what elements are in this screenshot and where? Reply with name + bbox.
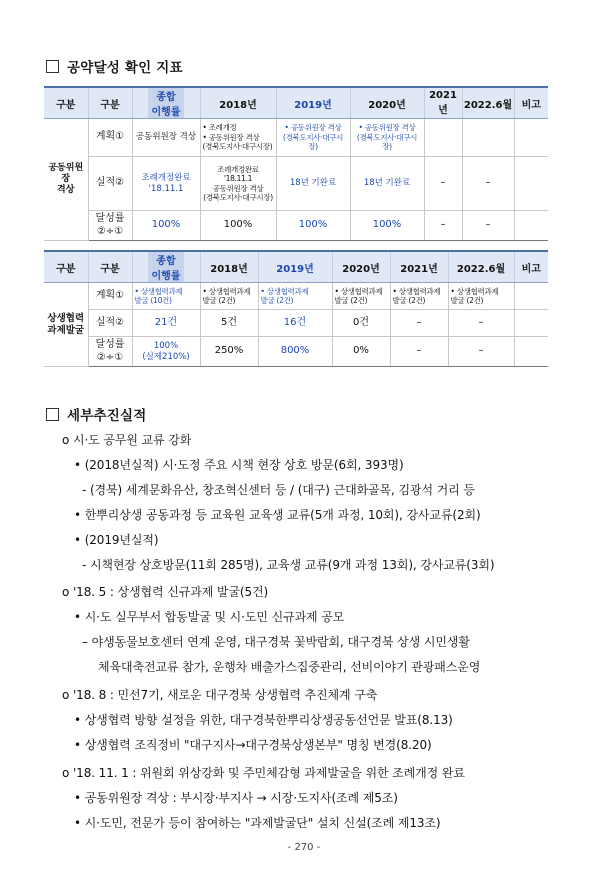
bullet-line: o '18. 11. 1 : 위원회 위상강화 및 주민체감형 과제발굴을 위한 조례개정 완료 [62,766,465,780]
cell-2018: 100% [200,211,276,241]
cell-note [514,283,548,310]
cell-2021: • 상생협력과제 발굴 (2건) [390,283,448,310]
header-cell: 구분 [44,251,88,283]
cell-2020: 100% [350,211,424,241]
cell-2020: 0% [332,337,390,367]
header-cell: 구분 [44,87,88,119]
header-cell [132,87,200,119]
header-cell: 구분 [88,251,132,283]
page-number: - 270 - [287,842,321,853]
bullet-line: • (2018년실적) 시·도정 주요 시책 현장 상호 방문(6회, 393명) [74,458,404,472]
checkbox-square-icon [46,60,59,73]
section-title-kpi [46,56,183,76]
checkbox-square-icon [46,408,59,421]
cell-2019: 18년 기완료 [276,157,350,211]
header-cell: 2018년 [200,251,258,283]
cell-2020: 0건 [332,310,390,337]
rate-cell: 조례개정완료 '18.11.1 [132,157,200,211]
rate-cell: 100% [132,211,200,241]
header-cell: 2020년 [350,87,424,119]
cell-2022: • 상생협력과제 발굴 (2건) [448,283,514,310]
cell-2022: – [448,337,514,367]
table-row [44,119,548,157]
kpi-table-cooperation [44,250,548,367]
cell-note [514,337,548,367]
row-label: 실적② [88,157,132,211]
cell-note [514,211,548,241]
table-header-row [44,87,548,119]
rate-cell: • 상생협력과제 발굴 (10건) [132,283,200,310]
bullet-line: – 야생동물보호센터 연계 운영, 대구경북 꽃박람회, 대구경북 상생 시민생활 [82,635,470,649]
cell-2019: 16건 [258,310,332,337]
header-text: 종합 이행률 [148,88,185,118]
kpi-table-cochair [44,86,548,241]
bullet-line: • 상생협력 조직정비 "대구지사→대구경북상생본부" 명칭 변경(8.20) [74,738,432,752]
cell-note [514,119,548,157]
bullet-line: • (2019년실적) [74,533,159,547]
cell-2018: 5건 [200,310,258,337]
bullet-line: o '18. 5 : 상생협력 신규과제 발굴(5건) [62,585,269,599]
cell-note [514,157,548,211]
bullet-line: • 시·도 실무부서 합동발굴 및 시·도민 신규과제 공모 [74,610,345,624]
rate-cell: 21건 [132,310,200,337]
bullet-line: 체육대축전교류 참가, 운행차 배출가스집중관리, 선비이야기 관광패스운영 [98,660,481,674]
rate-cell: 공동위원장 격상 [132,119,200,157]
cell-2018: 250% [200,337,258,367]
section-title-results [46,404,146,424]
table-row [44,157,548,211]
cell-2018: • 상생협력과제 발굴 (2건) [200,283,258,310]
cell-2019: • 공동위원장 격상 (경북도지사·대구시장) [276,119,350,157]
cell-2020: • 공동위원장 격상 (경북도지사·대구시장) [350,119,424,157]
cell-2019: • 상생협력과제 발굴 (2건) [258,283,332,310]
row-label: 계획① [88,119,132,157]
row-label: 계획① [88,283,132,310]
table-row [44,310,548,337]
header-cell: 비고 [514,87,548,119]
bullet-line: o '18. 8 : 민선7기, 새로운 대구경북 상생협력 추진체계 구축 [62,688,378,702]
cell-2019: 100% [276,211,350,241]
row-label: 달성률 ②÷① [88,337,132,367]
header-cell: 2019년 [258,251,332,283]
header-cell: 비고 [514,251,548,283]
category-cell: 상생협력 과제발굴 [44,283,88,367]
bullet-line: • 시·도민, 전문가 등이 참여하는 "과제발굴단" 설치 신설(조례 제13조) [74,816,441,830]
section-title-text: 세부추진실적 [67,408,147,424]
bullet-line: - (경북) 세계문화유산, 창조혁신센터 등 / (대구) 근대화골목, 김광석 거리 등 [82,483,475,497]
cell-2020: • 상생협력과제 발굴 (2건) [332,283,390,310]
bullet-line: o 시·도 공무원 교류 강화 [62,433,192,447]
cell-2021: – [390,310,448,337]
bullet-line: • 상생협력 방향 설정을 위한, 대구경북한뿌리상생공동선언문 발표(8.13) [74,713,453,727]
header-cell [132,251,200,283]
bullet-line: - 시책현장 상호방문(11회 285명), 교육생 교류(9개 과정 13회), 강사교류(3회) [82,558,495,572]
cell-2022: – [462,211,514,241]
cell-2022 [462,119,514,157]
header-cell: 2022.6월 [462,87,514,119]
row-label: 실적② [88,310,132,337]
cell-2021: – [424,157,462,211]
header-text: 종합 이행률 [148,252,185,282]
cell-2022: – [448,310,514,337]
header-cell: 2022.6월 [448,251,514,283]
row-label: 달성률 ②÷① [88,211,132,241]
category-cell: 공동위원장 격상 [44,119,88,241]
header-cell: 2018년 [200,87,276,119]
cell-note [514,310,548,337]
table-row [44,211,548,241]
bullet-line: • 한뿌리상생 공동과정 등 교육원 교육생 교류(5개 과정, 10회), 강사교류(2회) [74,508,481,522]
section-title-text: 공약달성 확인 지표 [67,60,183,76]
rate-cell: 100% (실제210%) [132,337,200,367]
bullet-line: • 공동위원장 격상 : 부시장·부지사 → 시장·도지사(조례 제5조) [74,791,398,805]
header-cell: 2019년 [276,87,350,119]
cell-2021 [424,119,462,157]
header-cell: 2020년 [332,251,390,283]
cell-2018: • 조례개정 • 공동위원장 격상 (경북도지사·대구시장) [200,119,276,157]
table-row [44,283,548,310]
cell-2021: – [390,337,448,367]
cell-2019: 800% [258,337,332,367]
cell-2020: 18년 기완료 [350,157,424,211]
header-cell: 구분 [88,87,132,119]
cell-2018: 조례개정완료 '18.11.1 공동위원장 격상 (경북도지사·대구시장) [200,157,276,211]
header-cell: 2021년 [424,87,462,119]
table-row [44,337,548,367]
cell-2021: – [424,211,462,241]
header-cell: 2021년 [390,251,448,283]
table-header-row [44,251,548,283]
cell-2022: – [462,157,514,211]
